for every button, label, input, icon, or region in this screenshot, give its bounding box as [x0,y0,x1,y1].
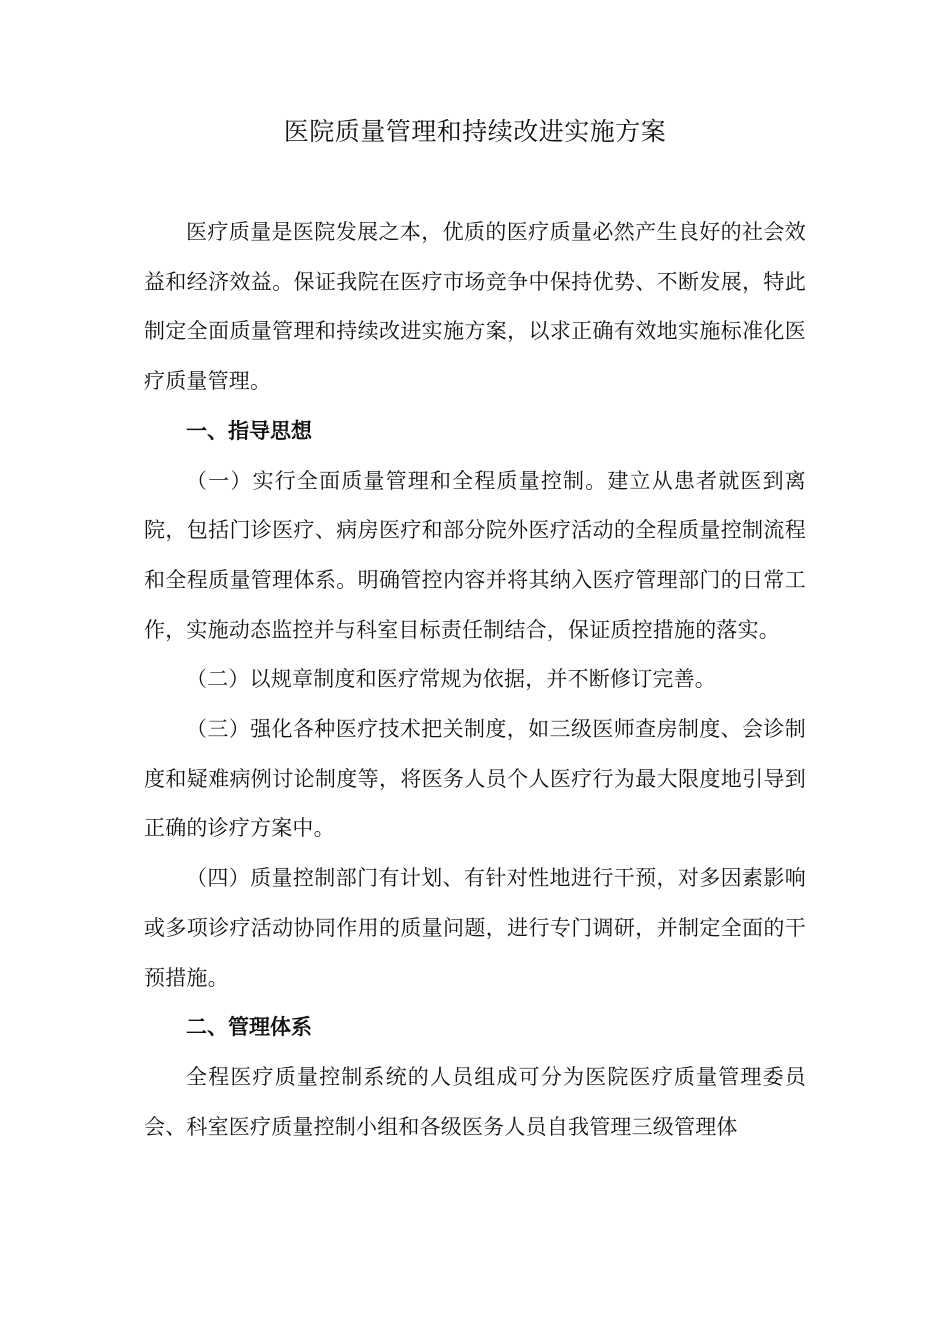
guiding-principle-item-3: （三）强化各种医疗技术把关制度，如三级医师查房制度、会诊制度和疑难病例讨论制度等，将医务人员个人医疗行为最大限度地引导到正确的诊疗方案中。 [144,717,806,841]
guiding-principle-item-1: （一）实行全面质量管理和全程质量控制。建立从患者就医到离院，包括门诊医疗、病房医疗和部分院外医疗活动的全程质量控制流程和全程质量管理体系。明确管控内容并将其纳入医疗管理部门的日常工作，实施动态监控并与科室目标责任制结合，保证质控措施的落实。 [144,468,806,642]
section-heading-management-system: 二、管理体系 [186,1015,312,1040]
management-system-paragraph: 全程医疗质量控制系统的人员组成可分为医院医疗质量管理委员会、科室医疗质量控制小组和各级医务人员自我管理三级管理体 [144,1064,806,1139]
guiding-principle-item-4: （四）质量控制部门有计划、有针对性地进行干预，对多因素影响或多项诊疗活动协同作用的质量问题，进行专门调研，并制定全面的干预措施。 [144,866,806,990]
document-body [144,208,806,1152]
intro-paragraph: 医疗质量是医院发展之本，优质的医疗质量必然产生良好的社会效益和经济效益。保证我院在医疗市场竞争中保持优势、不断发展，特此制定全面质量管理和持续改进实施方案，以求正确有效地实施标准化医疗质量管理。 [144,220,806,394]
guiding-principle-item-2: （二）以规章制度和医疗常规为依据，并不断修订完善。 [186,667,716,692]
document-title: 医院质量管理和持续改进实施方案 [283,117,667,146]
section-heading-guiding-principles: 一、指导思想 [186,418,312,443]
